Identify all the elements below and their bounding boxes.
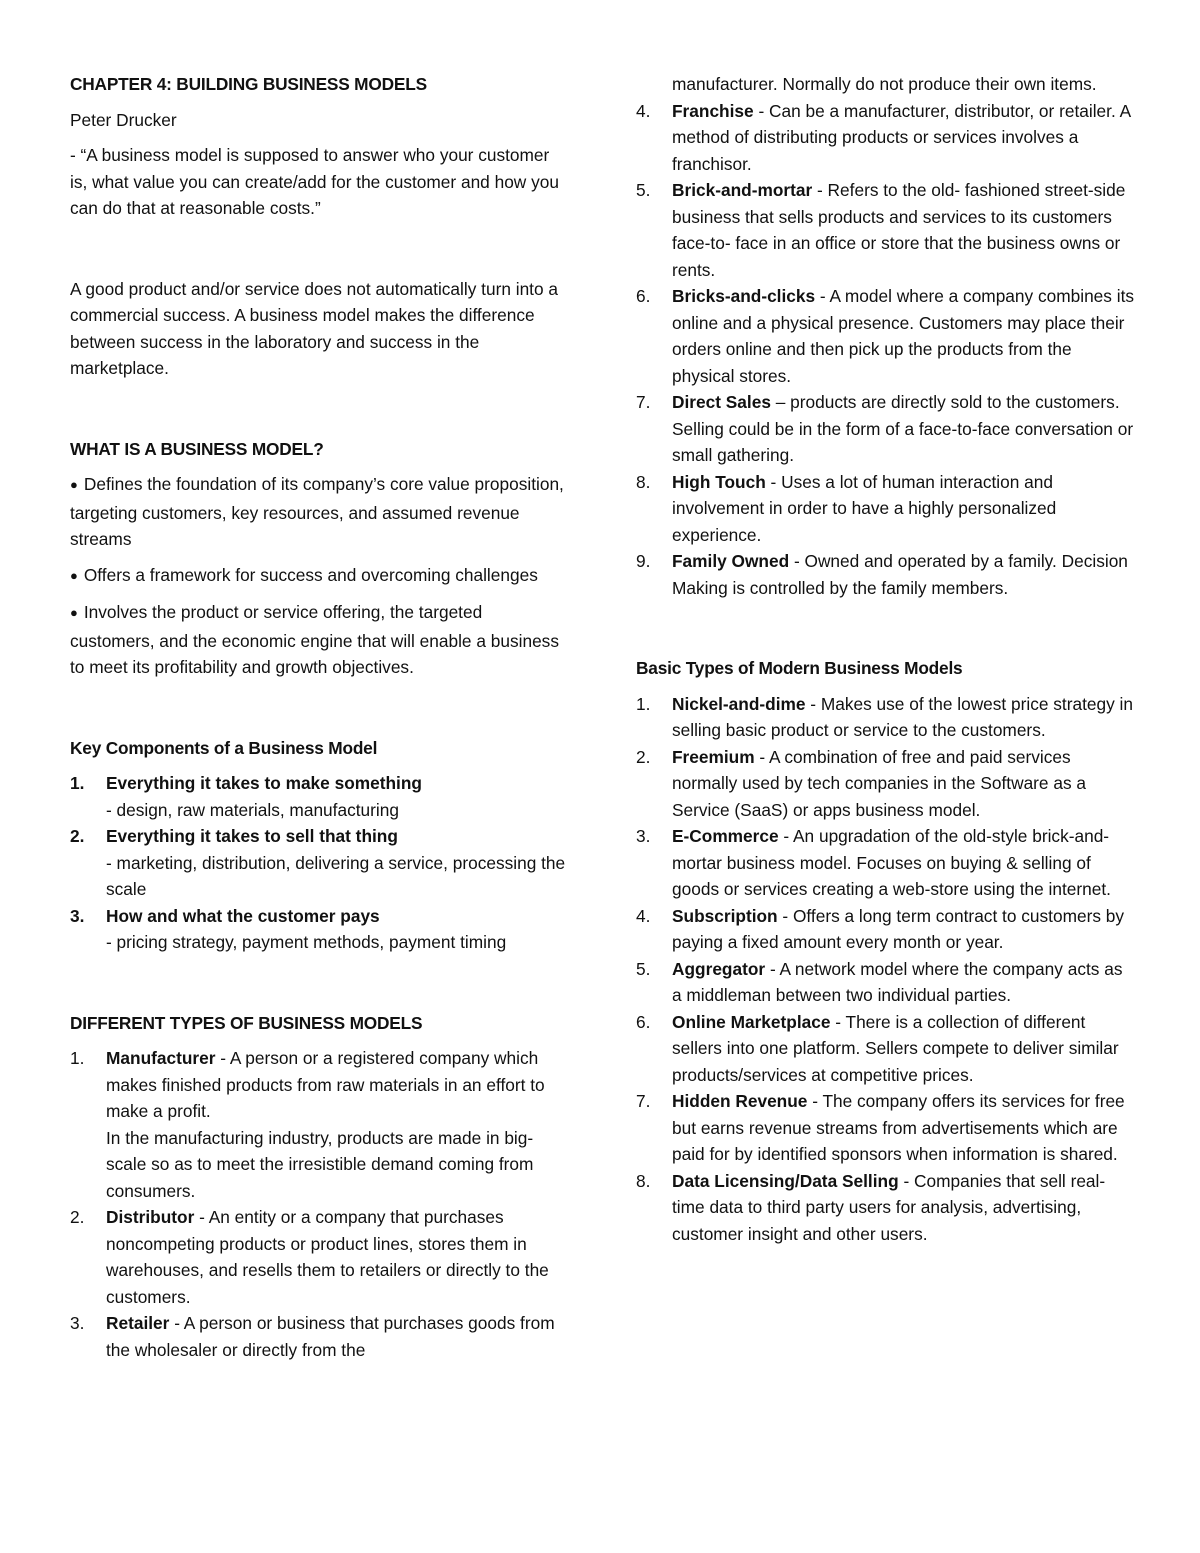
- list-item: 4. Franchise - Can be a manufacturer, distributor, or retailer. A method of distributing products or services involves a franchisor.: [636, 100, 1131, 174]
- drucker-quote: - “A business model is supposed to answer who your customer is, what value you can create/add for the customer and how you can do that at reasonable costs.”: [70, 145, 559, 218]
- modern-types-heading: Basic Types of Modern Business Models: [636, 658, 963, 678]
- key-components-heading: Key Components of a Business Model: [70, 737, 378, 758]
- list-item: 8. Data Licensing/Data Selling - Companies that sell real-time data to third party users for analysis, advertising, customer insight and other users.: [636, 1170, 1106, 1244]
- left-column: [70, 71, 570, 1363]
- what-bullet: ● Defines the foundation of its company’s core value proposition, targeting customers, key resources, and assumed revenue streams: [70, 471, 570, 553]
- types-heading: DIFFERENT TYPES OF BUSINESS MODELS: [70, 1012, 423, 1033]
- list-item: 1. Everything it takes to make something - design, raw materials, manufacturing: [70, 773, 422, 820]
- list-item: 1. Nickel-and-dime - Makes use of the lowest price strategy in selling basic product or service to the customers.: [636, 693, 1134, 740]
- modern-types-list: [636, 691, 1136, 1248]
- list-item: 1. Manufacturer - A person or a registered company which makes finished products from raw materials in an effort to make a profit. In the manufacturing industry, products are made in big-scale so as to meet the irresistible demand coming from consumers.: [70, 1048, 545, 1201]
- list-item: 3. Retailer - A person or business that purchases goods from the wholesaler or directly from the: [70, 1313, 555, 1360]
- types-list-continued: [636, 71, 1136, 601]
- list-item: 6. Online Marketplace - There is a collection of different sellers into one platform. Sellers compete to deliver similar products/services at competitive prices.: [636, 1011, 1119, 1085]
- list-item: 7. Hidden Revenue - The company offers its services for free but earns revenue streams from advertisements which are paid for by identified sponsors when information is shared.: [636, 1091, 1125, 1164]
- right-column: [636, 71, 1136, 1247]
- list-item: 4. Subscription - Offers a long term contract to customers by paying a fixed amount every month or year.: [636, 905, 1125, 952]
- what-bullet: ● Involves the product or service offering, the targeted customers, and the economic engine that will enable a business to meet its profitability and growth objectives.: [70, 599, 570, 681]
- types-list: [70, 1045, 570, 1363]
- list-item: 5. Aggregator - A network model where the company acts as a middleman between two individual parties.: [636, 958, 1123, 1005]
- what-heading: WHAT IS A BUSINESS MODEL?: [70, 438, 324, 459]
- list-item: 7. Direct Sales – products are directly sold to the customers. Selling could be in the form of a face-to-face conversation or small gathering.: [636, 392, 1134, 465]
- list-item: 9. Family Owned - Owned and operated by a family. Decision Making is controlled by the family members.: [636, 551, 1128, 598]
- list-item: 6. Bricks-and-clicks - A model where a company combines its online and a physical presence. Customers may place their orders online and then pick up the products from the physical stores.: [636, 286, 1135, 386]
- list-item: 3. How and what the customer pays - pricing strategy, payment methods, payment timing: [70, 905, 507, 952]
- what-bullet: ● Offers a framework for success and overcoming challenges: [70, 562, 570, 591]
- key-components-list: [70, 770, 570, 956]
- list-item: 3. E-Commerce - An upgradation of the old-style brick-and- mortar business model. Focuses on buying & selling of goods or services creating a web-store using the internet.: [636, 826, 1111, 899]
- chapter-title: CHAPTER 4: BUILDING BUSINESS MODELS: [70, 74, 427, 94]
- intro-paragraph: A good product and/or service does not automatically turn into a commercial success. A business model makes the difference between success in the laboratory and success in the marketplace.: [70, 278, 559, 378]
- list-item: 2. Everything it takes to sell that thing - marketing, distribution, delivering a service, processing the scale: [70, 826, 566, 899]
- list-item: 2. Distributor - An entity or a company that purchases noncompeting products or product lines, stores them in warehouses, and resells them to retailers or directly to the customers.: [70, 1207, 549, 1307]
- author-name: Peter Drucker: [70, 109, 177, 130]
- list-item: 5. Brick-and-mortar - Refers to the old- fashioned street-side business that sells products and services to its customers face-to- face in an office or store that the business owns or rents.: [636, 180, 1126, 280]
- list-item: 8. High Touch - Uses a lot of human interaction and involvement in order to have a highly personalized experience.: [636, 471, 1057, 545]
- list-item: 2. Freemium - A combination of free and paid services normally used by tech companies in the Software as a Service (SaaS) or apps business model.: [636, 746, 1087, 820]
- list-item: manufacturer. Normally do not produce their own items.: [672, 74, 1097, 94]
